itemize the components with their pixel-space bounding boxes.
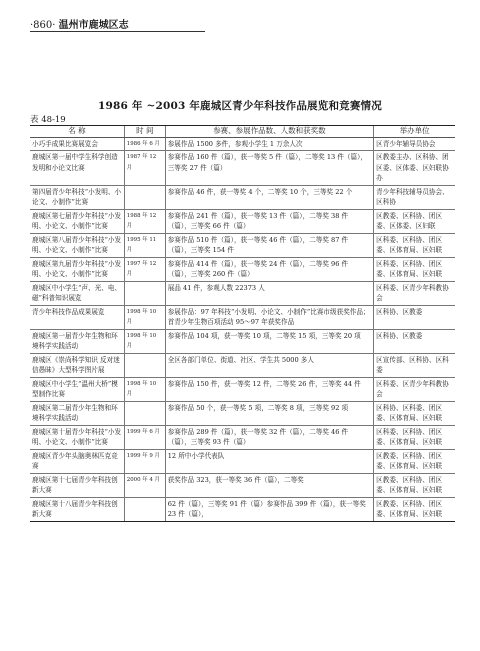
cell-time: 1988 年 12 月 <box>124 209 165 233</box>
table-row <box>30 305 455 329</box>
cell-time <box>124 185 165 209</box>
table-header-row <box>30 126 455 138</box>
cell-time: 1986 年 6 月 <box>124 137 165 151</box>
cell-organizer: 青少年科技辅导员协会、区科协 <box>374 185 455 209</box>
cell-organizer: 区教委、区科协、团区委、区体委、区妇联 <box>374 209 455 233</box>
cell-name: 鹿城区第二届青少年生物和环境科学实践活动 <box>30 401 124 425</box>
cell-details: 12 所中小学代表队 <box>165 449 373 473</box>
events-table <box>30 125 455 522</box>
table-row <box>30 497 455 521</box>
cell-organizer: 区科协、区教委 <box>374 305 455 329</box>
cell-details: 参赛作品 150 件，获一等奖 12 件，二等奖 26 件，三等奖 44 件 <box>165 377 373 401</box>
cell-details: 参展作品：97 年科技“小发明、小论文、小制作”比赛市级获奖作品；首青少年生物百项活动 95～97 年获奖作品 <box>165 305 373 329</box>
cell-organizer: 区教委主办、区科协、团区委、区体委、区妇联协办 <box>374 151 455 186</box>
cell-details: 参赛作品 414 件（篇），获一等奖 24 件（篇），二等奖 96 件（篇），三等奖 260 件（篇） <box>165 257 373 281</box>
cell-name: 鹿城区中小学生“温州大桥”模型制作比赛 <box>30 377 124 401</box>
cell-organizer: 区科委、区科协、团区委、区体育局、区妇联 <box>374 425 455 449</box>
table-row <box>30 281 455 305</box>
cell-name: 鹿城区中小学生“声、光、电、磁”科普知识展览 <box>30 281 124 305</box>
cell-organizer: 区教委、区科协、团区委、区体育局、区妇联 <box>374 449 455 473</box>
cell-organizer: 区科协、区科委、团区委、区体育局、区妇联 <box>374 401 455 425</box>
cell-details: 参赛作品 160 件（篇），获一等奖 5 件（篇），二等奖 13 件（篇），三等奖 27 件（篇） <box>165 151 373 186</box>
cell-organizer: 区科协、区教委 <box>374 329 455 353</box>
cell-details: 62 件（篇），三等奖 91 件（篇）参赛作品 399 件（篇），获一等奖 23 件（篇）， <box>165 497 373 521</box>
cell-name: 青少年科技作品成果展览 <box>30 305 124 329</box>
cell-details: 参赛作品 50 个，获一等奖 5 项，二等奖 8 项，三等奖 92 项 <box>165 401 373 425</box>
cell-details: 参展作品 1500 多件，参观小学生 1 万余人次 <box>165 137 373 151</box>
cell-time: 1999 年 9 月 <box>124 449 165 473</box>
cell-organizer: 区青少年辅导员协会 <box>374 137 455 151</box>
cell-time <box>124 281 165 305</box>
cell-name: 鹿城区第九届青少年科技“小发明、小论文、小制作”比赛 <box>30 257 124 281</box>
cell-time: 1999 年 6 月 <box>124 425 165 449</box>
cell-name: 鹿城区第八届青少年科技“小发明、小论文、小制作”比赛 <box>30 233 124 257</box>
cell-details: 参赛作品 46 件，获一等奖 4 个，二等奖 10 个，三等奖 22 个 <box>165 185 373 209</box>
cell-organizer: 区教委、区科协、团区委、区体育局、区妇联 <box>374 473 455 497</box>
cell-name: 鹿城区第十八届青少年科技创新大赛 <box>30 497 124 521</box>
cell-organizer: 区科委、区科协、团区委、区体育局、区妇联 <box>374 257 455 281</box>
table-row <box>30 449 455 473</box>
table-row <box>30 353 455 377</box>
book-title: 温州市鹿城区志 <box>58 20 129 31</box>
cell-time: 1998 年 10 月 <box>124 329 165 353</box>
cell-time <box>124 497 165 521</box>
column-header-name: 名 称 <box>30 126 124 138</box>
cell-time: 2000 年 4 月 <box>124 473 165 497</box>
table-row <box>30 137 455 151</box>
cell-details: 展品 41 件，参观人数 22373 人 <box>165 281 373 305</box>
cell-name: 鹿城区第一届青少年生物和环境科学实践活动 <box>30 329 124 353</box>
cell-organizer: 区科委、区青少年科教协会 <box>374 281 455 305</box>
cell-time <box>124 353 165 377</box>
cell-time <box>124 401 165 425</box>
cell-details: 参赛作品 510 件（篇），获一等奖 46 件（篇），二等奖 87 件（篇），三等奖 154 件 <box>165 233 373 257</box>
cell-time: 1997 年 12 月 <box>124 257 165 281</box>
cell-organizer: 区科委、区科协、团区委、区体育局、区妇联 <box>374 233 455 257</box>
column-header-time: 时 间 <box>124 126 165 138</box>
table-row <box>30 401 455 425</box>
cell-name: 鹿城区第十届青少年科技“小发明、小论文、小制作”比赛 <box>30 425 124 449</box>
column-header-details: 参赛、参展作品数、人数和获奖数 <box>165 126 373 138</box>
cell-details: 参赛作品 104 项，获一等奖 10 项，二等奖 15 项，三等奖 20 项 <box>165 329 373 353</box>
cell-name: 鹿城区第一届中学生科学创造发明和小论文比赛 <box>30 151 124 186</box>
cell-details: 参赛作品 241 件（篇），获一等奖 13 件（篇），二等奖 38 件（篇），三等奖 66 件（篇） <box>165 209 373 233</box>
table-row <box>30 185 455 209</box>
table-row <box>30 233 455 257</box>
cell-time: 1995 年 11 月 <box>124 233 165 257</box>
cell-name: 鹿城区第七届青少年科技“小发明、小论文、小制作”比赛 <box>30 209 124 233</box>
column-header-organizer: 举办单位 <box>374 126 455 138</box>
cell-details: 全区各部门单位、街道、社区、学生共 5000 多人 <box>165 353 373 377</box>
page-header <box>30 16 129 31</box>
cell-time: 1998 年 10 月 <box>124 305 165 329</box>
cell-name: 小巧手成果比赛展览会 <box>30 137 124 151</box>
cell-name: 第四届青少年科技“小发明、小论文、小制作”比赛 <box>30 185 124 209</box>
cell-details: 获奖作品 323，获一等奖 36 件（篇），二等奖 <box>165 473 373 497</box>
table-row <box>30 377 455 401</box>
cell-time: 1998 年 10 月 <box>124 377 165 401</box>
cell-name: 鹿城区青少年头脑奥林匹克竞赛 <box>30 449 124 473</box>
cell-organizer: 区教委、区科协、团区委、区体育局、区妇联 <box>374 497 455 521</box>
cell-name: 鹿城区第十七届青少年科技创新大赛 <box>30 473 124 497</box>
cell-organizer: 区科委、区青少年科教协会 <box>374 377 455 401</box>
table-row <box>30 329 455 353</box>
table-number: 表 48-19 <box>30 115 66 125</box>
table-row <box>30 209 455 233</box>
header-rule <box>30 31 205 32</box>
table-row <box>30 425 455 449</box>
page-number: ·860· <box>30 20 56 31</box>
cell-time: 1987 年 12 月 <box>124 151 165 186</box>
table-row <box>30 473 455 497</box>
cell-organizer: 区宣传部、区科协、区科委 <box>374 353 455 377</box>
cell-name: 鹿城区《崇尚科学知识 反对迷信愚昧》大型科学图片展 <box>30 353 124 377</box>
table-title: 1986 年 ~2003 年鹿城区青少年科技作品展览和竞赛情况 <box>98 100 382 112</box>
cell-details: 参赛作品 289 件（篇），获一等奖 32 件（篇），二等奖 46 件（篇），三等奖 93 件（篇） <box>165 425 373 449</box>
table-row <box>30 151 455 186</box>
table-row <box>30 257 455 281</box>
